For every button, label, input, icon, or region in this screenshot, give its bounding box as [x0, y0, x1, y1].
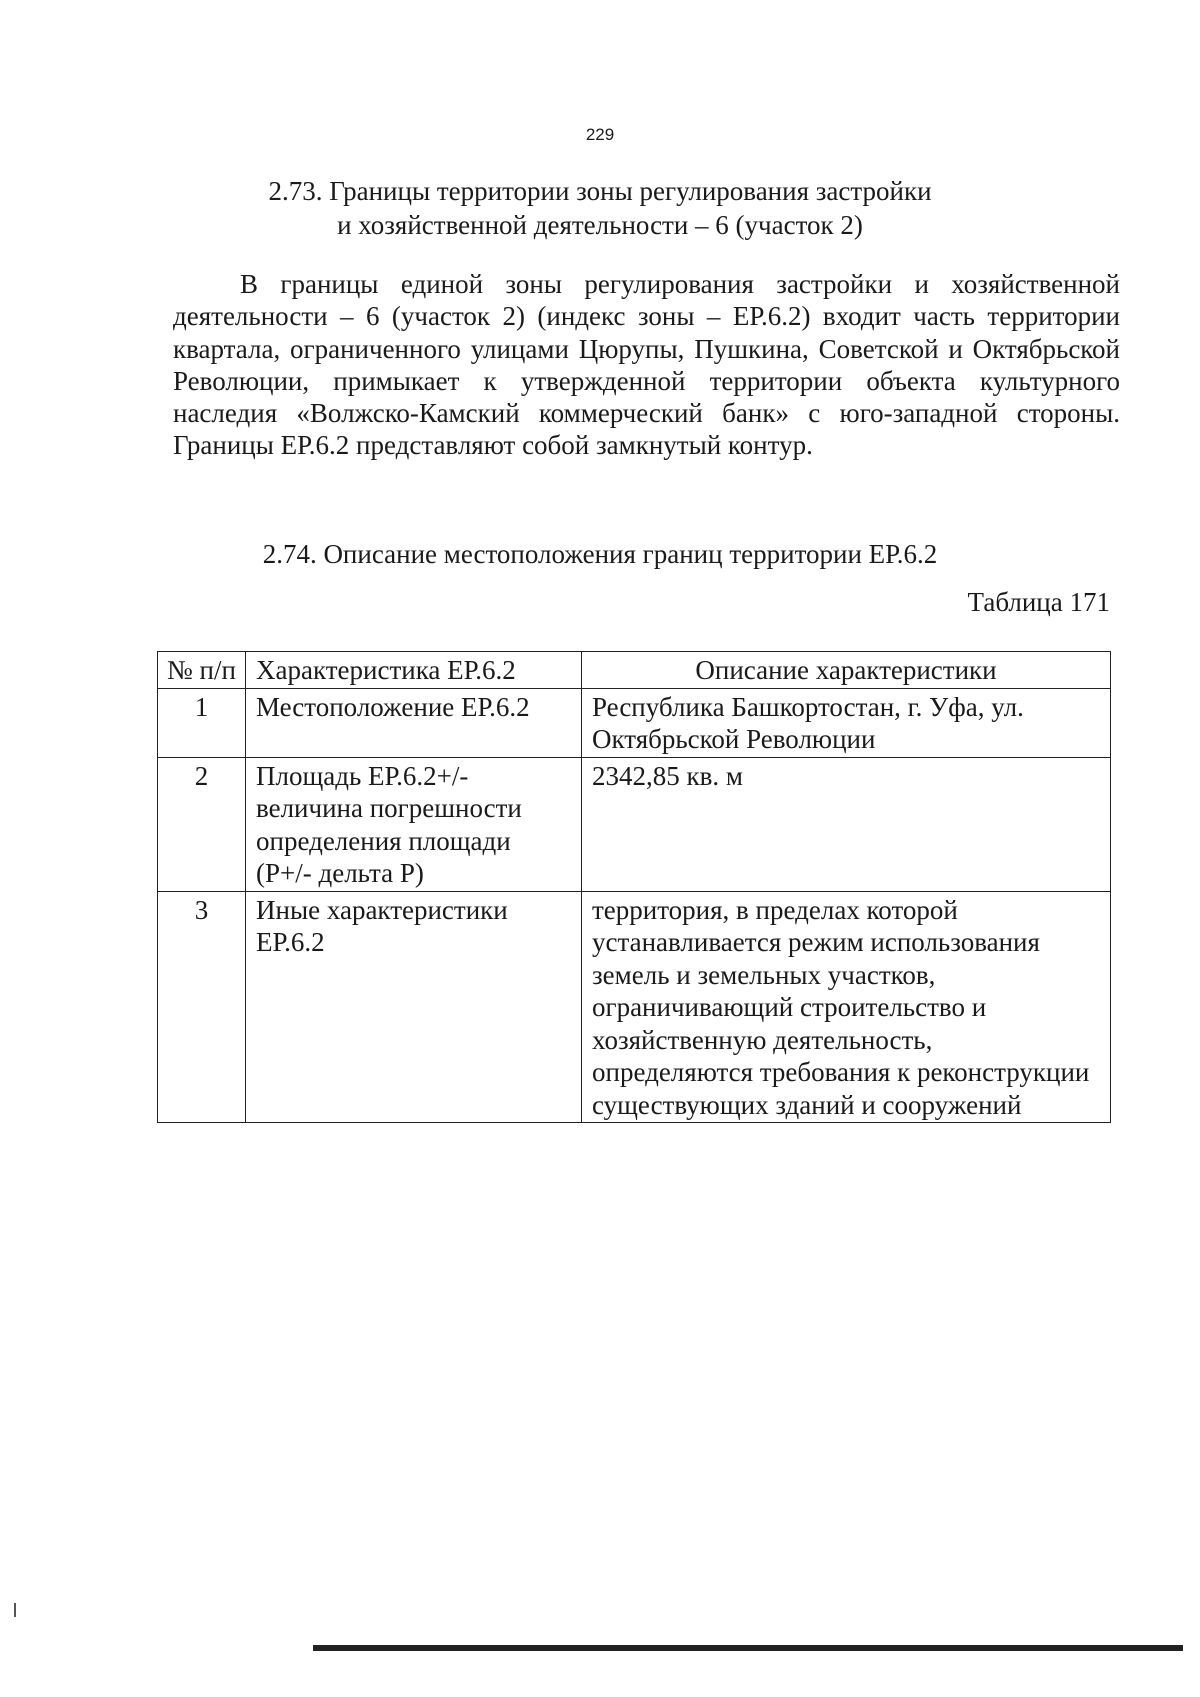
row-description: территория, в пределах которой устанавливается режим использования земель и земельных участков, ограничивающий строительство и хозяйственную деятельность, определяются требования к реконструкции существующих зданий и сооружений	[582, 891, 1111, 1123]
table-row	[158, 757, 1111, 891]
section-heading-2-74: 2.74. Описание местоположения границ территории ЕР.6.2	[262, 539, 938, 569]
row-characteristic: Площадь ЕР.6.2+/- величина погрешности определения площади (Р+/- дельта Р)	[246, 757, 582, 891]
heading-line-1: 2.73. Границы территории зоны регулирования застройки	[268, 176, 932, 206]
header-characteristic: Характеристика ЕР.6.2	[246, 652, 582, 689]
page-number: 229	[585, 125, 615, 144]
table-caption: Таблица 171	[967, 587, 1110, 617]
table-header-row	[158, 652, 1111, 689]
table-row	[158, 688, 1111, 757]
row-description: Республика Башкортостан, г. Уфа, ул. Октябрьской Революции	[582, 688, 1111, 757]
row-characteristic: Иные характеристики ЕР.6.2	[246, 891, 582, 1123]
bottom-rule	[313, 1645, 1183, 1651]
header-description: Описание характеристики	[582, 652, 1111, 689]
row-num: 2	[158, 757, 246, 891]
section-heading-2-73	[0, 174, 1200, 242]
characteristics-table	[157, 651, 1111, 1123]
header-num: № п/п	[158, 652, 246, 689]
row-characteristic: Местоположение ЕР.6.2	[246, 688, 582, 757]
row-num: 1	[158, 688, 246, 757]
row-description: 2342,85 кв. м	[582, 757, 1111, 891]
table-row	[158, 891, 1111, 1123]
heading-line-2: и хозяйственной деятельности – 6 (участок 2)	[337, 210, 863, 240]
scan-edge-mark	[14, 1603, 16, 1617]
section-paragraph: В границы единой зоны регулирования застройки и хозяйственной деятельности – 6 (участок 2) (индекс зоны – ЕР.6.2) входит часть территории квартала, ограниченного улицами Цюрупы, Пушкина, Советской и Октябрьской Революции, примыкает к утвержденной территории объекта культурного наследия «Волжско-Камский коммерческий банк» с юго-западной стороны. Границы ЕР.6.2 представляют собой замкнутый контур.	[173, 269, 1120, 461]
row-num: 3	[158, 891, 246, 1123]
